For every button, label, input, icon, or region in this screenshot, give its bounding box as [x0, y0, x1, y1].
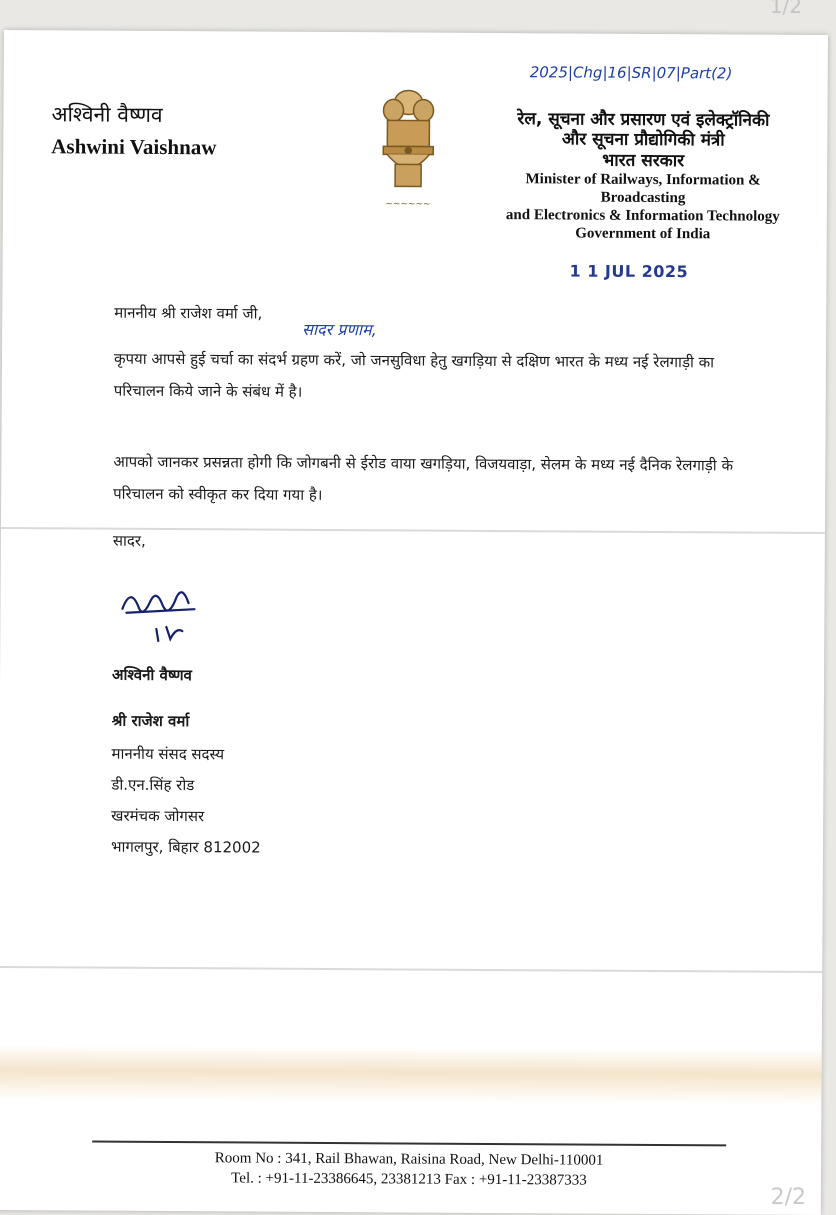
footer-contact: Tel. : +91-11-23386645, 23381213 Fax : +91-11-23387333	[231, 1170, 587, 1189]
page-number-bottom: 2/2	[770, 1185, 806, 1210]
svg-text:~~~~~~: ~~~~~~	[385, 199, 431, 210]
recipient-line3: खरमंचक जोगसर	[111, 806, 205, 826]
minister-name-english: Ashwini Vaishnaw	[51, 134, 217, 160]
closing: सादर,	[112, 531, 146, 550]
designation-english-line3: Government of India	[575, 225, 711, 243]
footer	[92, 1148, 726, 1192]
minister-designation	[483, 109, 804, 244]
designation-hindi-line3: भारत सरकार	[602, 150, 685, 171]
greeting-handwritten: सादर प्रणाम,	[302, 319, 377, 340]
designation-hindi-line2: और सूचना प्रौद्योगिकी मंत्री	[561, 129, 725, 151]
recipient-line2: डी.एन.सिंह रोड	[111, 775, 195, 795]
page-number-top: 1/2	[769, 0, 802, 18]
paragraph-2: आपको जानकर प्रसन्नता होगी कि जोगबनी से ईरोड वाया खगड़िया, विजयवाड़ा, सेलम के मध्य नई दैनिक रेलगाड़ी के परिचालन को स्वीकृत कर दिया गया है।	[113, 452, 734, 504]
signature-icon	[116, 579, 206, 650]
minister-name-hindi: अश्विनी वैष्णव	[51, 102, 163, 127]
salutation: माननीय श्री राजेश वर्मा जी,	[114, 303, 263, 323]
signatory-name: अश्विनी वैष्णव	[112, 665, 192, 685]
footer-address: Room No : 341, Rail Bhawan, Raisina Road, New Delhi-110001	[214, 1150, 604, 1169]
national-emblem-icon	[373, 84, 444, 212]
recipient-line1: माननीय संसद सदस्य	[111, 744, 225, 764]
date-stamp: 1 1 JUL 2025	[569, 261, 689, 282]
paper-stain	[0, 1045, 822, 1105]
recipient-name: श्री राजेश वर्मा	[111, 711, 190, 731]
paragraph-1: कृपया आपसे हुई चर्चा का संदर्भ ग्रहण करें, जो जनसुविधा हेतु खगड़िया से दक्षिण भारत के मध्य नई रेलगाड़ी का परिचालन किये जाने के संबंध में है।	[113, 349, 715, 401]
fold-line	[0, 966, 822, 973]
designation-hindi-line1: रेल, सूचना और प्रसारण एवं इलेक्ट्रॉनिकी	[517, 109, 770, 131]
letter-paper	[0, 30, 828, 1215]
designation-english-line1: Minister of Railways, Information & Broadcasting	[525, 171, 761, 207]
reference-number-handwritten: 2025|Chg|16|SR|07|Part(2)	[529, 63, 733, 83]
footer-divider	[92, 1141, 726, 1147]
recipient-line4: भागलपुर, बिहार 812002	[110, 837, 261, 857]
designation-english-line2: and Electronics & Information Technology	[505, 207, 780, 225]
